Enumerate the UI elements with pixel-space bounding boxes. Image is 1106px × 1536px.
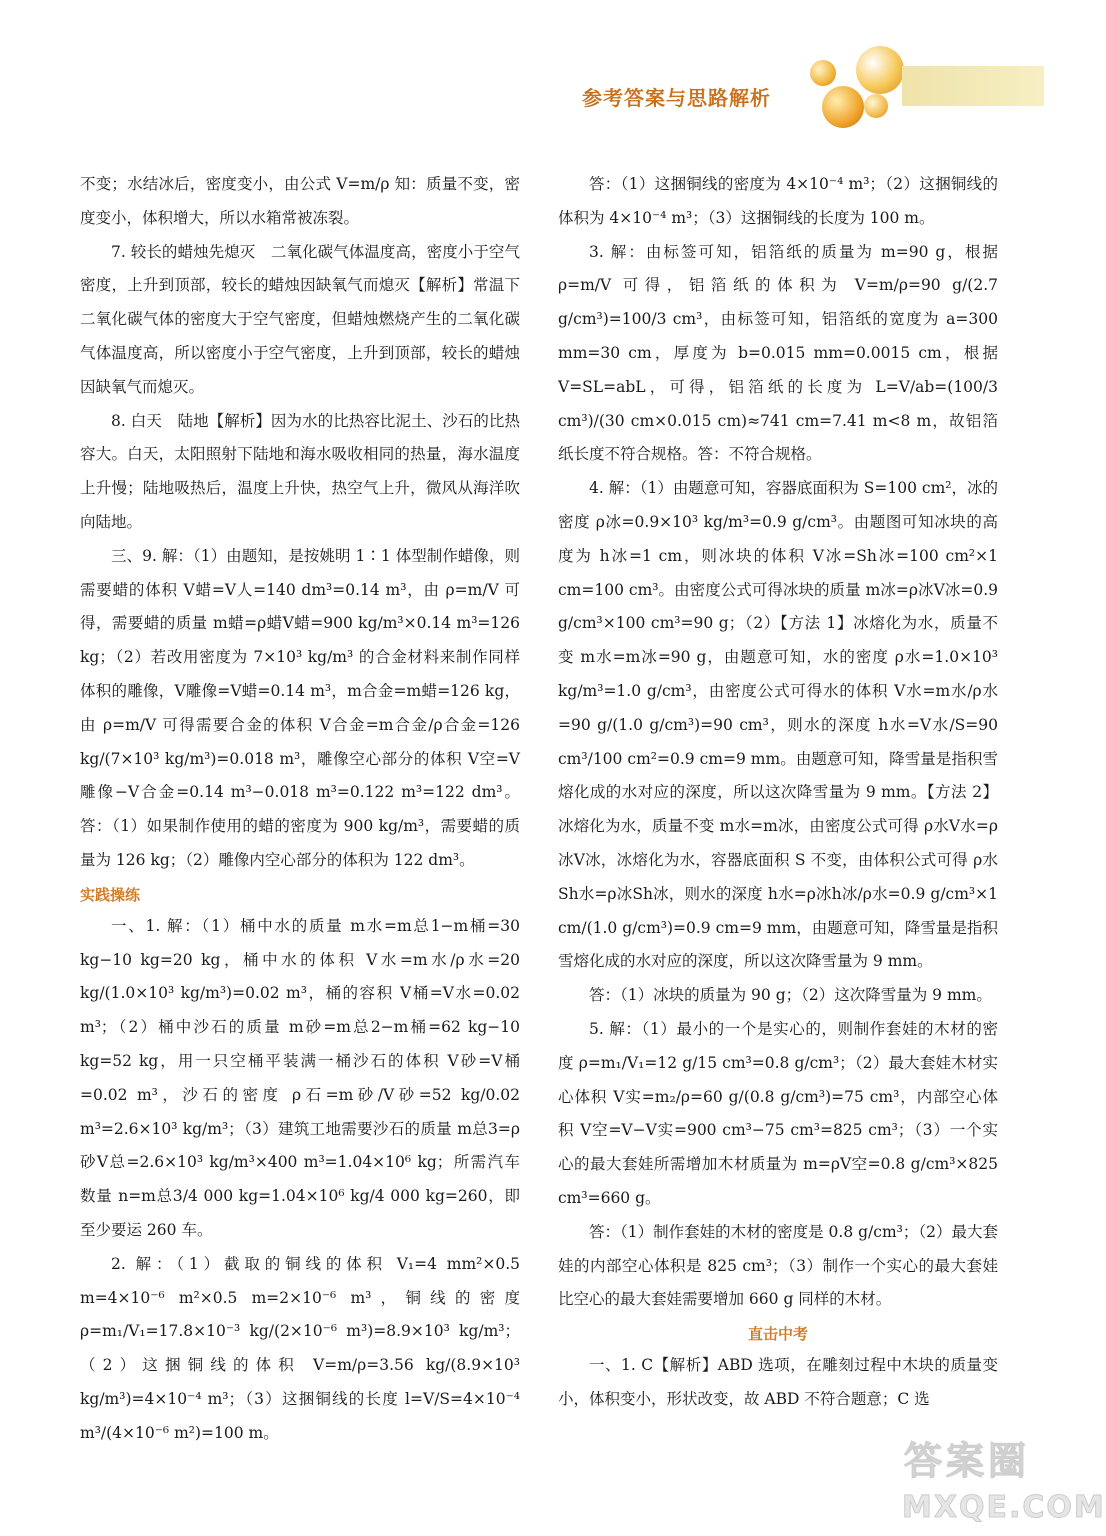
answer-paragraph: 一、1. C【解析】ABD 选项，在雕刻过程中木块的质量变小，体积变小，形状改变，故 ABD 不符合题意；C 选 [558, 1356, 998, 1408]
answer-paragraph: 一、1. 解：（1）桶中水的质量 m水=m总1−m桶=30 kg−10 kg=20 kg，桶中水的体积 V水=m水/ρ水=20 kg/(1.0×10³ kg/m³)=0.02 m³，桶的容积 V桶=V水=0.02 m³；（2）桶中沙石的质量 m砂=m总2−m桶=62 kg−10 kg=52 kg，用一只空桶平装满一桶沙石的体积 V砂=V桶=0.02 m³，沙石的密度 ρ石=m砂/V砂=52 kg/0.02 m³=2.6×10³ kg/m³；（3）建筑工地需要沙石的质量 m总3=ρ砂V总=2.6×10³ kg/m³×400 m³=1.04×10⁶ kg；所需汽车数量 n=m总3/4 000 kg=1.04×10⁶ kg/4 000 kg=260，即至少要运 260 车。 [80, 916, 520, 1239]
answer-paragraph: 5. 解：（1）最小的一个是实心的，则制作套娃的木材的密度 ρ=m₁/V₁=12 g/15 cm³=0.8 g/cm³；（2）最大套娃木材实心体积 V实=m₂/ρ=60 g/(0.8 g/cm³)=75 cm³，内部空心体积 V空=V−V实=900 cm³−75 cm³=825 cm³；（3）一个实心的最大套娃所需增加木材质量为 m=ρV空=0.8 g/cm³×825 cm³=660 g。 [558, 1019, 998, 1207]
section-heading: 直击中考 [747, 1325, 808, 1344]
right-column [558, 168, 998, 1417]
answer-paragraph: 答：（1）制作套娃的木材的密度是 0.8 g/cm³；（2）最大套娃的内部空心体积是 825 cm³；（3）制作一个实心的最大套娃比空心的最大套娃需要增加 660 g 同样的木材。 [558, 1222, 998, 1309]
answer-paragraph: 三、9. 解：（1）由题知，是按姚明 1∶1 体型制作蜡像，则需要蜡的体积 V蜡=V人=140 dm³=0.14 m³，由 ρ=m/V 可得，需要蜡的质量 m蜡=ρ蜡V蜡=900 kg/m³×0.14 m³=126 kg；（2）若改用密度为 7×10³ kg/m³ 的合金材料来制作同样体积的雕像，V雕像=V蜡=0.14 m³，m合金=m蜡=126 kg，由 ρ=m/V 可得需要合金的体积 V合金=m合金/ρ合金=126 kg/(7×10³ kg/m³)=0.018 m³，雕像空心部分的体积 V空=V雕像−V合金=0.14 m³−0.018 m³=0.122 m³=122 dm³。答：（1）如果制作使用的蜡的密度为 900 kg/m³，需要蜡的质量为 126 kg；（2）雕像内空心部分的体积为 122 dm³。 [80, 546, 520, 869]
decorative-orb [822, 86, 864, 128]
answer-paragraph: 答：（1）冰块的质量为 90 g；（2）这次降雪量为 9 mm。 [589, 986, 992, 1005]
decorative-orb [864, 94, 888, 118]
watermark-logo [898, 1428, 1106, 1532]
answer-paragraph: 4. 解：（1）由题意可知，容器底面积为 S=100 cm²，冰的密度 ρ冰=0.9×10³ kg/m³=0.9 g/cm³。由题图可知冰块的高度为 h冰=1 cm，则冰块的体积 V冰=Sh冰=100 cm²×1 cm=100 cm³。由密度公式可得冰块的质量 m冰=ρ冰V冰=0.9 g/cm³×100 cm³=90 g；（2）【方法 1】冰熔化为水，质量不变 m水=m冰=90 g，由题意可知，水的密度 ρ水=1.0×10³ kg/m³=1.0 g/cm³，由密度公式可得水的体积 V水=m水/ρ水=90 g/(1.0 g/cm³)=90 cm³，则水的深度 h水=V水/S=90 cm³/100 cm²=0.9 cm=9 mm。由题意可知，降雪量是指积雪熔化成的水对应的深度，所以这次降雪量为 9 mm。【方法 2】冰熔化为水，质量不变 m水=m冰，由密度公式可得 ρ水V水=ρ冰V冰，冰熔化为水，容器底面积 S 不变，由体积公式可得 ρ水Sh水=ρ冰Sh冰，则水的深度 h水=ρ冰h冰/ρ水=0.9 g/cm³×1 cm/(1.0 g/cm³)=0.9 cm=9 mm，由题意可知，降雪量是指积雪熔化成的水对应的深度，所以这次降雪量为 9 mm。 [558, 479, 998, 971]
section-heading: 实践操练 [80, 885, 141, 904]
answer-paragraph: 2. 解：（1）截取的铜线的体积 V₁=4 mm²×0.5 m=4×10⁻⁶ m²×0.5 m=2×10⁻⁶ m³，铜线的密度 ρ=m₁/V₁=17.8×10⁻³ kg/(2×10⁻⁶ m³)=8.9×10³ kg/m³；（2）这捆铜线的体积 V=m/ρ=3.56 kg/(8.9×10³ kg/m³)=4×10⁻⁴ m³；（3）这捆铜线的长度 l=V/S=4×10⁻⁴ m³/(4×10⁻⁶ m²)=100 m。 [80, 1254, 520, 1442]
answer-paragraph: 答：（1）这捆铜线的密度为 4×10⁻⁴ m³；（2）这捆铜线的体积为 4×10⁻⁴ m³；（3）这捆铜线的长度为 100 m。 [558, 175, 998, 227]
page-header [0, 0, 1076, 140]
section-title: 参考答案与思路解析 [582, 86, 771, 110]
decorative-orb [856, 46, 904, 94]
watermark-url: MXQE.COM [902, 1490, 1106, 1525]
answer-paragraph: 8. 白天 陆地【解析】因为水的比热容比泥土、沙石的比热容大。白天，太阳照射下陆地和海水吸收相同的热量，海水温度上升慢；陆地吸热后，温度上升快，热空气上升，微风从海洋吹向陆地。 [80, 411, 520, 531]
header-color-bar [902, 66, 1044, 106]
left-column [80, 168, 520, 1450]
watermark-text: 答案圈 [904, 1439, 1031, 1483]
answer-paragraph: 不变；水结冰后，密度变小，由公式 V=m/ρ 知：质量不变，密度变小，体积增大，所以水箱常被冻裂。 [80, 175, 520, 227]
decorative-orb [810, 60, 836, 86]
answer-paragraph: 3. 解：由标签可知，铝箔纸的质量为 m=90 g，根据 ρ=m/V 可得，铝箔纸的体积为 V=m/ρ=90 g/(2.7 g/cm³)=100/3 cm³，由标签可知，铝箔纸的宽度为 a=300 mm=30 cm，厚度为 b=0.015 mm=0.0015 cm，根据 V=SL=abL，可得，铝箔纸的长度为 L=V/ab=(100/3 cm³)/(30 cm×0.015 cm)≈741 cm=7.41 m<8 m，故铝箔纸长度不符合规格。答：不符合规格。 [558, 242, 998, 464]
answer-paragraph: 7. 较长的蜡烛先熄灭 二氧化碳气体温度高，密度小于空气密度，上升到顶部，较长的蜡烛因缺氧气而熄灭【解析】常温下二氧化碳气体的密度大于空气密度，但蜡烛燃烧产生的二氧化碳气体温度高，所以密度小于空气密度，上升到顶部，较长的蜡烛因缺氧气而熄灭。 [80, 242, 520, 396]
